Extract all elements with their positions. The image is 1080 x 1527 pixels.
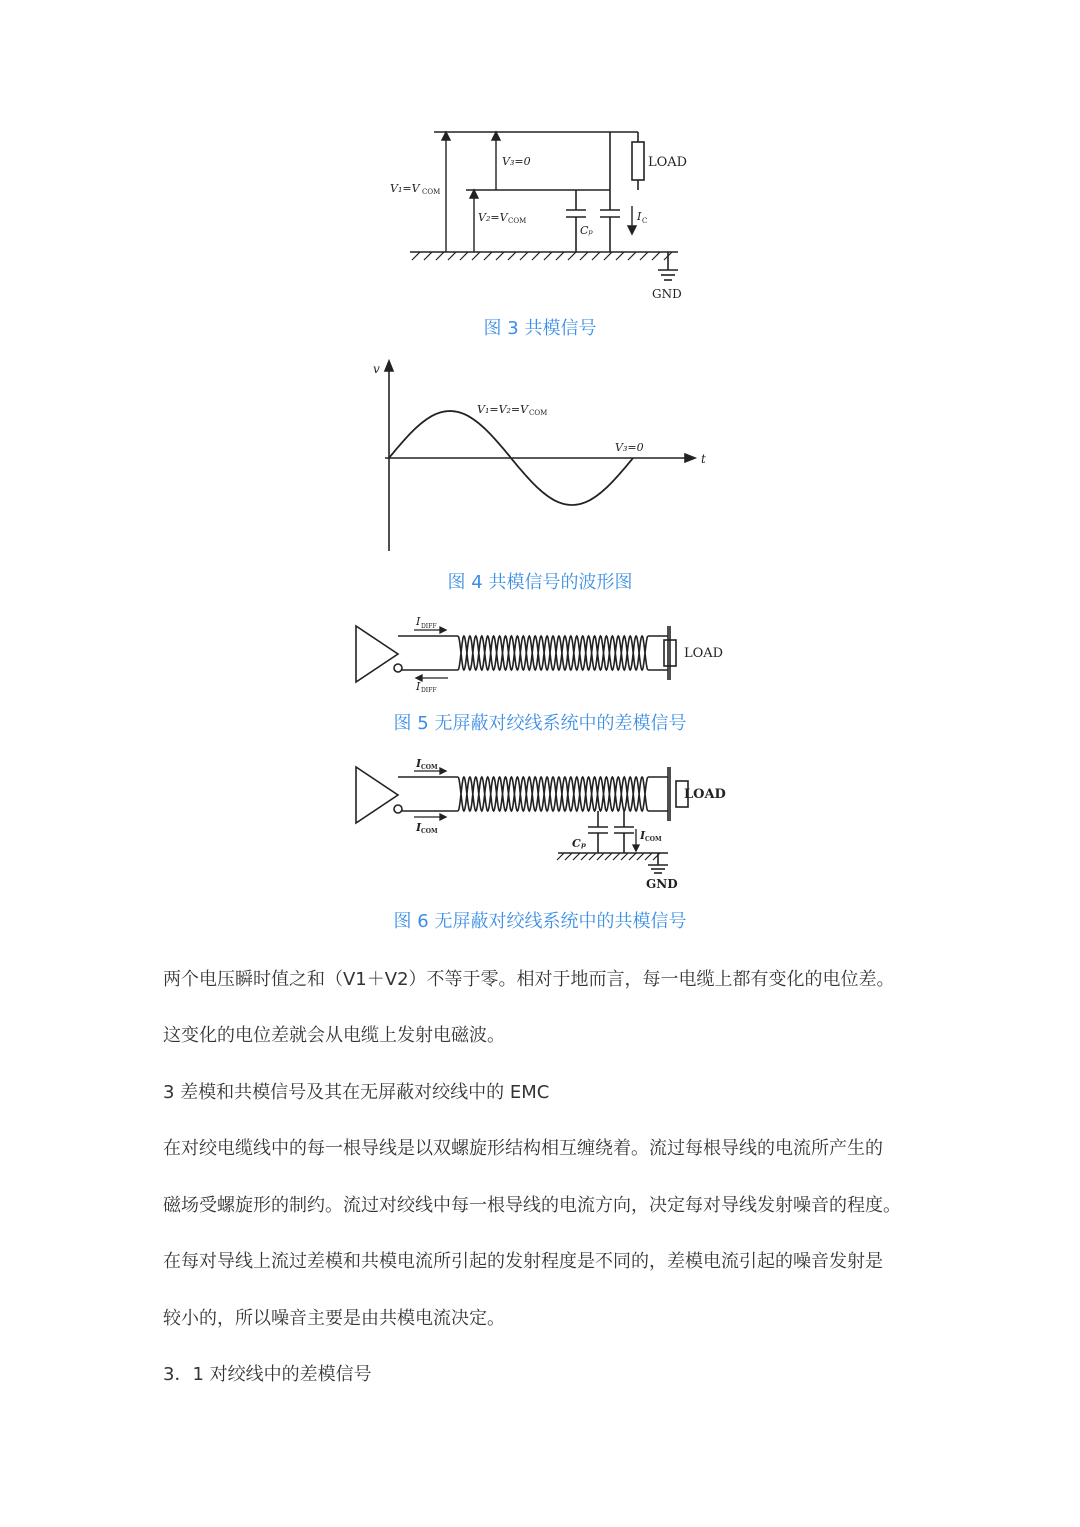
ground-hatch-line <box>580 252 588 260</box>
fig5-load-label: LOAD <box>684 646 724 661</box>
ground-hatch-line <box>616 252 624 260</box>
fig6-icom-top-sub: COM <box>421 764 438 771</box>
figure-3-common-mode-circuit <box>380 120 710 305</box>
ground-hatch-line <box>460 252 468 260</box>
paragraph-line-1: 两个电压瞬时值之和（V1＋V2）不等于零。相对于地而言，每一电缆上都有变化的电位差。 <box>163 969 895 990</box>
ground-hatch-line <box>589 853 596 860</box>
fig3-v1-label: V₁=V <box>390 182 420 195</box>
ground-hatch-line <box>581 853 588 860</box>
fig4-wave-sub: COM <box>529 409 548 417</box>
fig6-load-label: LOAD <box>684 787 726 802</box>
ground-hatch-line <box>640 252 648 260</box>
ground-hatch-line <box>412 252 420 260</box>
fig6-icom-bottom: I <box>416 821 422 834</box>
fig3-v3-label: V₃=0 <box>502 155 531 168</box>
fig4-t-axis-label: t <box>701 452 706 466</box>
ground-hatch-line <box>424 252 432 260</box>
fig5-idiff-top: I <box>416 615 421 628</box>
ground-hatch-line <box>484 252 492 260</box>
paragraph-line-6: 较小的，所以噪音主要是由共模电流决定。 <box>163 1308 505 1329</box>
fig4-wave-label: V₁=V₂=V <box>477 403 529 416</box>
ground-hatch-line <box>557 853 564 860</box>
fig6-icom-gnd-sub: COM <box>645 836 662 843</box>
ground-hatch-line <box>637 853 644 860</box>
fig5-idiff-top-sub: DIFF <box>421 623 437 630</box>
figure-4-waveform <box>365 355 715 555</box>
section-heading-3-1: 3．1 对绞线中的差模信号 <box>163 1364 372 1385</box>
ground-hatch-line <box>436 252 444 260</box>
ground-hatch-line <box>604 252 612 260</box>
fig3-v2-label: V₂=V <box>478 211 508 224</box>
fig6-icom-gnd: I <box>640 829 646 842</box>
ground-hatch-line <box>472 252 480 260</box>
paragraph-line-4: 磁场受螺旋形的制约。流过对绞线中每一根导线的电流方向，决定每对导线发射噪音的程度。 <box>163 1195 901 1216</box>
figure-6-common-mode-twisted-pair <box>350 755 730 895</box>
fig3-v2-sub: COM <box>508 217 527 225</box>
figure-3-caption: 图 3 共模信号 <box>483 318 597 339</box>
fig5-idiff-bottom-sub: DIFF <box>421 687 437 692</box>
section-heading-3: 3 差模和共模信号及其在无屏蔽对绞线中的 EMC <box>163 1082 550 1103</box>
ground-hatch-line <box>544 252 552 260</box>
fig3-ic-label: I <box>637 210 642 223</box>
ground-hatch-line <box>520 252 528 260</box>
fig3-v1-sub: COM <box>422 188 441 196</box>
fig3-gnd-label: GND <box>652 287 682 301</box>
fig6-cp-label: Cₚ <box>572 837 587 850</box>
ground-hatch-line <box>532 252 540 260</box>
fig4-v-axis-label: v <box>373 362 380 376</box>
fig6-icom-top: I <box>416 757 422 770</box>
figure-5-caption: 图 5 无屏蔽对绞线系统中的差模信号 <box>393 713 687 734</box>
ground-hatch-line <box>653 853 660 860</box>
ground-hatch-line <box>621 853 628 860</box>
fig6-gnd-label: GND <box>646 877 678 891</box>
fig6-icom-bottom-sub: COM <box>421 828 438 835</box>
paragraph-line-2: 这变化的电位差就会从电缆上发射电磁波。 <box>163 1025 505 1046</box>
fig3-load-label: LOAD <box>648 155 688 170</box>
ground-hatch-line <box>592 252 600 260</box>
ground-hatch-line <box>605 853 612 860</box>
ground-hatch-line <box>597 853 604 860</box>
figure-4-caption: 图 4 共模信号的波形图 <box>447 572 633 593</box>
ground-hatch-line <box>568 252 576 260</box>
ground-hatch-line <box>508 252 516 260</box>
ground-hatch-line <box>496 252 504 260</box>
paragraph-line-5: 在每对导线上流过差模和共模电流所引起的发射程度是不同的，差模电流引起的噪音发射是 <box>163 1251 883 1272</box>
fig4-v3-label: V₃=0 <box>615 441 644 454</box>
ground-hatch-line <box>573 853 580 860</box>
figure-6-caption: 图 6 无屏蔽对绞线系统中的共模信号 <box>393 911 687 932</box>
ground-hatch-line <box>628 252 636 260</box>
ground-hatch-line <box>556 252 564 260</box>
ground-hatch-line <box>565 853 572 860</box>
ground-hatch-line <box>652 252 660 260</box>
ground-hatch-line <box>645 853 652 860</box>
figure-5-differential-twisted-pair <box>350 612 730 692</box>
fig5-idiff-bottom: I <box>416 680 421 692</box>
paragraph-line-3: 在对绞电缆线中的每一根导线是以双螺旋形结构相互缠绕着。流过每根导线的电流所产生的 <box>163 1138 883 1159</box>
ground-hatch-line <box>613 853 620 860</box>
ground-hatch-line <box>448 252 456 260</box>
ground-hatch-line <box>629 853 636 860</box>
fig3-ic-sub: C <box>642 217 648 225</box>
fig3-cp-label: Cₚ <box>580 224 593 237</box>
